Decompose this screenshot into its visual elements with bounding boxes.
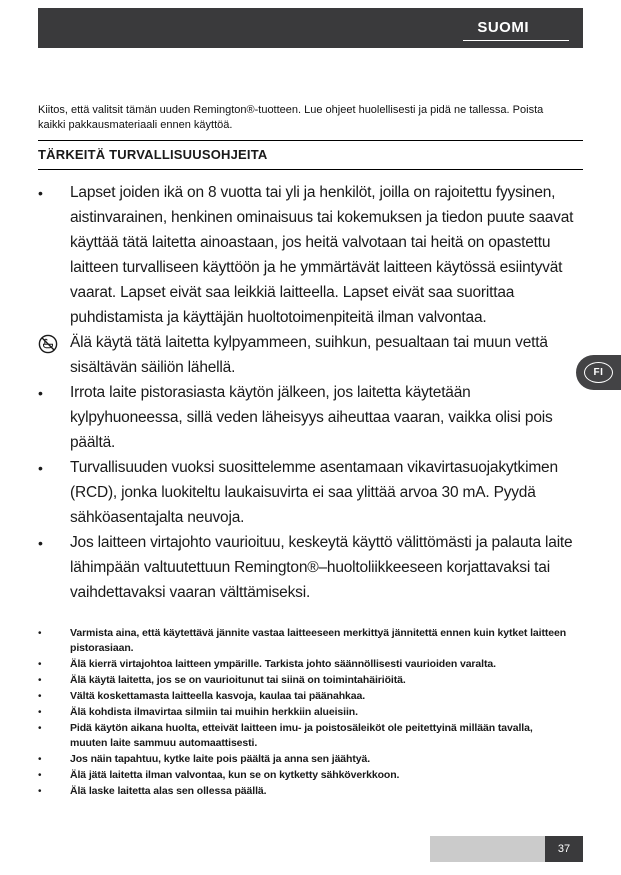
- safety-warnings-primary-list: [38, 180, 583, 605]
- warning-text: Älä jätä laitetta ilman valvontaa, kun se on kytketty sähköverkkoon.: [70, 769, 400, 781]
- list-item: [38, 752, 568, 767]
- warning-text: Vältä koskettamasta laitteella kasvoja, kaulaa tai päänahkaa.: [70, 690, 366, 702]
- warning-text: Jos näin tapahtuu, kytke laite pois päältä ja anna sen jäähtyä.: [70, 753, 371, 765]
- list-item: [38, 784, 568, 799]
- page-language-title: SUOMI: [463, 19, 569, 41]
- list-item: [38, 657, 568, 672]
- list-item: [38, 673, 568, 688]
- warning-text: Varmista aina, että käytettävä jännite vastaa laitteeseen merkittyä jännitettä ennen kuin kytket laitteen pistorasiaan.: [70, 627, 567, 654]
- warning-text: Älä kohdista ilmavirtaa silmiin tai muihin herkkiin alueisiin.: [70, 706, 358, 718]
- warning-text: Lapset joiden ikä on 8 vuotta tai yli ja henkilöt, joilla on rajoitettu fyysinen, aistinvarainen, henkinen ominaisuus tai kokemuksen ja tiedon puute saavat käyttää tätä laitetta ainoastaan, jos heitä valvotaan tai heitä on opastettu laitteen turvalliseen käyttöön ja he ymmärtävät laitteen käytössä esiintyvät vaarat. Lapset eivät saa leikkiä laitteella. Lapset eivät saa suorittaa puhdistamista ja käyttäjän huoltotoimenpiteitä ilman valvontaa.: [70, 184, 574, 326]
- warning-text: Turvallisuuden vuoksi suosittelemme asentamaan vikavirtasuojakytkimen (RCD), jonka luokiteltu laukaisuvirta ei saa ylittää arvoa 30 mA. Pyydä sähköasentajalta neuvoja.: [70, 459, 558, 526]
- bullet-marker: •: [38, 675, 42, 686]
- list-item: [38, 721, 568, 751]
- warning-text: Älä laske laitetta alas sen ollessa päällä.: [70, 785, 267, 797]
- warning-text: Älä käytä tätä laitetta kylpyammeen, suihkun, pesualtaan tai muun vettä sisältävän säiliön lähellä.: [70, 334, 548, 376]
- bullet-marker: •: [38, 659, 42, 670]
- language-tab-label: FI: [584, 362, 613, 383]
- page-number: 37: [545, 836, 583, 862]
- section-heading-safety: TÄRKEITÄ TURVALLISUUSOHJEITA: [38, 140, 583, 170]
- bullet-marker: •: [38, 535, 43, 551]
- no-bathtub-icon: [38, 330, 70, 362]
- bullet-marker: •: [38, 770, 42, 781]
- list-item: [38, 689, 568, 704]
- bullet-marker: •: [38, 460, 43, 476]
- bullet-marker: •: [38, 691, 42, 702]
- safety-warnings-secondary-list: [38, 626, 568, 800]
- list-item: [38, 455, 583, 530]
- bullet-marker: •: [38, 723, 42, 734]
- list-item: [38, 530, 583, 605]
- header-bar: [38, 8, 583, 48]
- bullet-marker: •: [38, 628, 42, 639]
- list-item: [38, 626, 568, 656]
- warning-text: Irrota laite pistorasiasta käytön jälkeen, jos laitetta käytetään kylpyhuoneessa, sillä veden läheisyys aiheuttaa vaaran, vaikka olisi pois päältä.: [70, 384, 553, 451]
- warning-text: Älä kierrä virtajohtoa laitteen ympärille. Tarkista johto säännöllisesti vaurioiden varalta.: [70, 658, 496, 670]
- bullet-marker: •: [38, 707, 42, 718]
- footer-bar: [430, 836, 583, 862]
- list-item: [38, 705, 568, 720]
- bullet-marker: •: [38, 754, 42, 765]
- warning-text: Älä käytä laitetta, jos se on vaurioitunut tai siinä on toimintahäiriöitä.: [70, 674, 406, 686]
- list-item: [38, 380, 583, 455]
- list-item: [38, 330, 583, 380]
- warning-text: Jos laitteen virtajohto vaurioituu, keskeytä käyttö välittömästi ja palauta laite lähimpään valtuutettuun Remington®–huoltoliikkeeseen korjattavaksi tai vaihdettavaksi vaaran välttämiseksi.: [70, 534, 573, 601]
- list-item: [38, 768, 568, 783]
- bullet-marker: •: [38, 385, 43, 401]
- bullet-marker: •: [38, 185, 43, 201]
- intro-paragraph: Kiitos, että valitsit tämän uuden Remington®-tuotteen. Lue ohjeet huolellisesti ja pidä ne tallessa. Poista kaikki pakkausmateriaali ennen käyttöä.: [38, 104, 544, 131]
- list-item: [38, 180, 583, 330]
- bullet-marker: •: [38, 786, 42, 797]
- warning-text: Pidä käytön aikana huolta, etteivät laitteen imu- ja poistosäleiköt ole peitettyinä millään tavalla, muuten laite sammuu automaattisesti.: [70, 722, 533, 749]
- language-tab-fi: [576, 355, 621, 390]
